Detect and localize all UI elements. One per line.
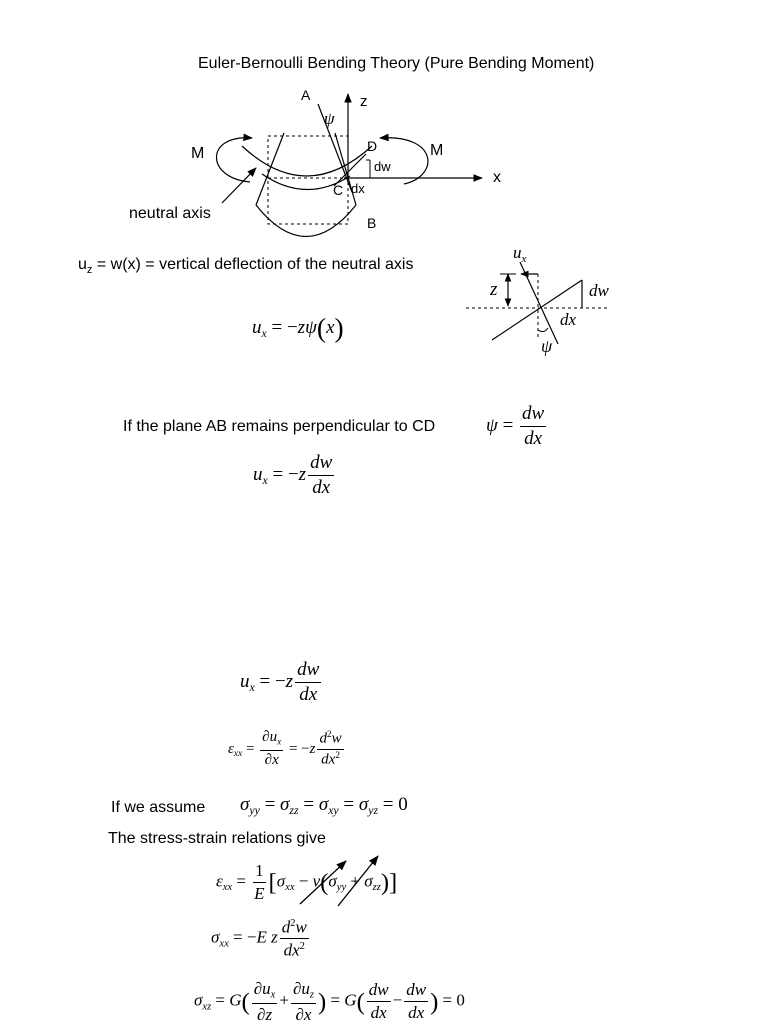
label-neutral-axis: neutral axis: [129, 205, 211, 222]
equation-ux-dwdx-2: $u_x = -z$ $\frac{dw}{dx}$: [240, 659, 320, 705]
moment-left-arrow: [216, 138, 252, 182]
equation-psi: ψ = $\frac{dw}{dx}$: [486, 403, 545, 449]
label-c: C: [333, 182, 344, 198]
cancel-arrows: [0, 840, 768, 920]
label-psi: ψ: [324, 109, 335, 128]
page-title: Euler-Bernoulli Bending Theory (Pure Bending Moment): [198, 55, 595, 72]
displacement-diagram: [0, 240, 768, 360]
label-z-small: z: [490, 279, 498, 300]
label-a: A: [301, 87, 311, 103]
equation-sigma-xx: $\sigma_{xx} = -E$ z $\frac{d^2w}{dx^2}$: [211, 917, 307, 960]
label-ux-sub: x: [521, 253, 527, 265]
svg-text:ux: [513, 243, 527, 265]
label-m-left: M: [191, 145, 205, 162]
equation-ux-dwdx-1: $u_x = -z$ $\frac{dw}{dx}$: [253, 452, 333, 498]
label-dx-small: dx: [560, 310, 577, 329]
equation-strain-xx: $\varepsilon_{xx}$ = $\frac{\partial u_x}{\partial x}$ = −z $\frac{d^2w}{dx^2}$: [228, 729, 342, 768]
equation-sigma-xz: $\sigma_{xz} = G$( $\frac{\partial u_x}{\partial z}$ + $\frac{\partial u_z}{\partial x}$ ) = G( $\frac{dw}{dx}$ − $\frac{dw}{dx}$ ) = 0: [194, 979, 465, 1024]
label-m-right: M: [430, 142, 444, 159]
left-section-line: [256, 133, 284, 205]
label-z: z: [360, 93, 368, 110]
beam-top-arc: [242, 146, 372, 176]
neutral-axis-pointer: [222, 168, 256, 203]
label-psi-small: ψ: [541, 336, 553, 356]
cancel-arrow-yy: [300, 861, 346, 904]
equation-hooke: $\varepsilon_{xx}$ = $\frac{1}{E}$ $[\sigma_{xx} - \nu(\sigma_{yy} + \sigma_{zz})]$: [216, 861, 398, 903]
label-x: x: [493, 169, 501, 186]
equation-stress-zero: $\sigma_{yy} = \sigma_{zz} = \sigma_{xy} = \sigma_{yz} = 0$: [240, 794, 408, 818]
assume-statement: If we assume: [111, 799, 206, 816]
label-dx: dx: [351, 181, 365, 196]
label-dw-small: dw: [589, 281, 609, 300]
label-ux: u: [513, 243, 522, 262]
stress-strain-statement: The stress-strain relations give: [108, 830, 326, 847]
label-dw: dw: [374, 159, 391, 174]
equation-ux-psi: $u_x = -z\psi(x)$: [252, 312, 344, 343]
beam-bending-diagram: [0, 0, 768, 260]
label-d: D: [367, 138, 378, 154]
perpendicular-statement: If the plane AB remains perpendicular to CD: [123, 418, 436, 435]
uz-definition: $u_z = w(x)$ = vertical deflection of the neutral axis: [78, 256, 414, 276]
label-b: B: [367, 215, 377, 231]
beam-bottom-arc: [256, 205, 356, 237]
